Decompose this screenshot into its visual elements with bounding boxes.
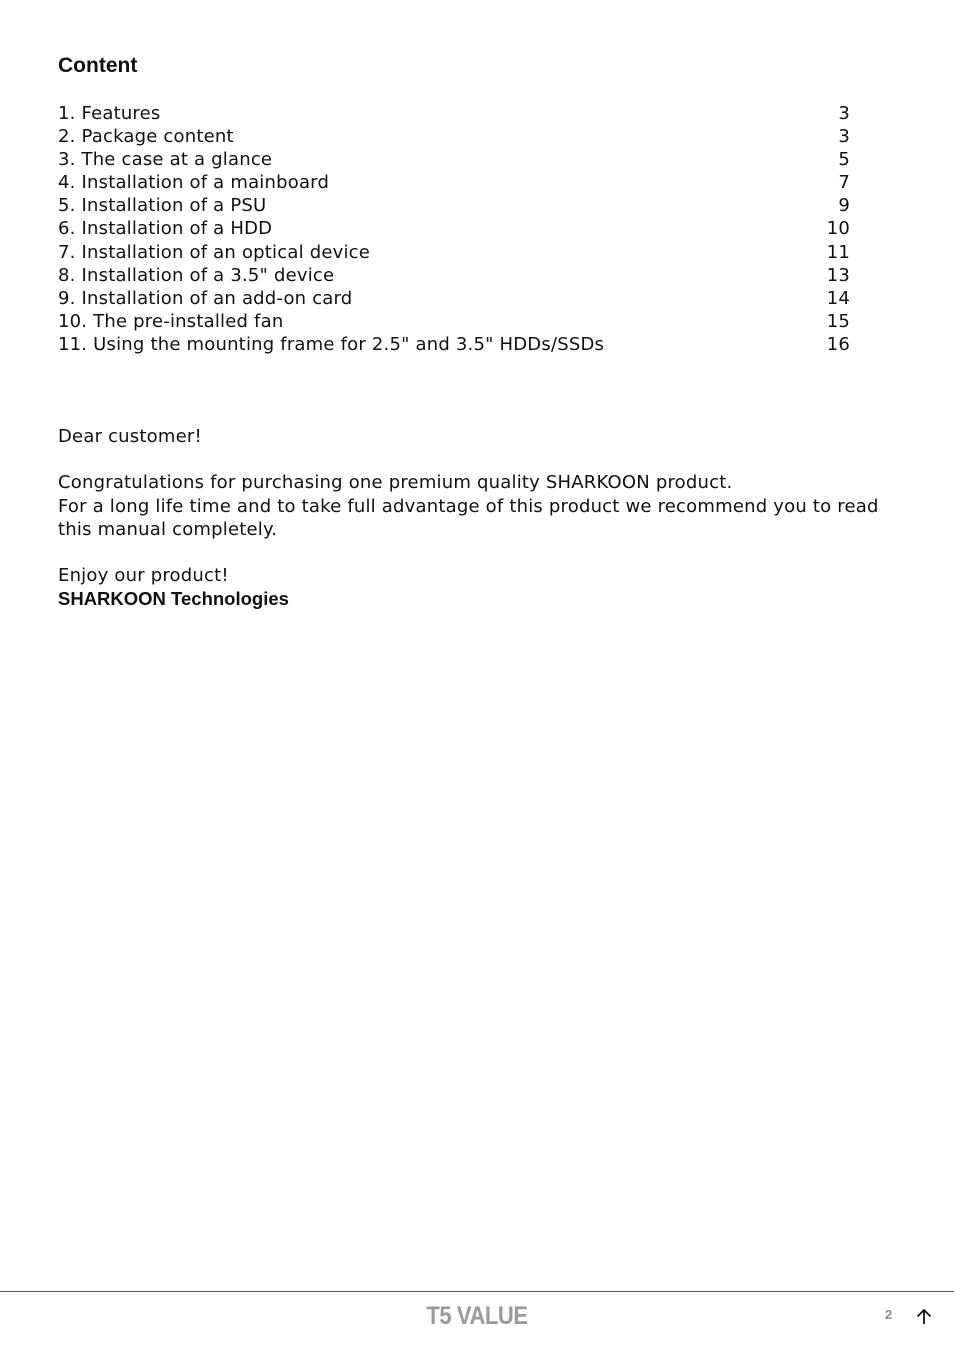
- toc-entry-page: 15: [826, 310, 850, 332]
- footer-page-number: 2: [885, 1307, 893, 1322]
- arrow-up-icon[interactable]: [915, 1308, 933, 1326]
- letter-congratulations: Congratulations for purchasing one premium quality SHARKOON product.: [58, 472, 733, 494]
- toc-entry-label: 7. Installation of an optical device: [58, 241, 371, 263]
- toc-entry-add-on-card[interactable]: [58, 287, 850, 310]
- toc-entry-hdd[interactable]: [58, 217, 850, 240]
- toc-entry-label: 4. Installation of a mainboard: [58, 172, 330, 194]
- toc-entry-label: 2. Package content: [58, 126, 234, 148]
- table-of-contents: [58, 102, 850, 356]
- toc-entry-psu[interactable]: [58, 194, 850, 217]
- toc-entry-package-content[interactable]: [58, 125, 850, 148]
- toc-entry-label: 9. Installation of an add-on card: [58, 287, 353, 309]
- letter-signature: SHARKOON Technologies: [58, 588, 289, 610]
- toc-entry-label: 11. Using the mounting frame for 2.5" and 3.5" HDDs/SSDs: [58, 333, 605, 355]
- spacer: [58, 541, 908, 564]
- toc-entry-pre-installed-fan[interactable]: [58, 310, 850, 333]
- toc-entry-35-device[interactable]: [58, 264, 850, 287]
- toc-entry-optical-device[interactable]: [58, 241, 850, 264]
- toc-entry-label: 5. Installation of a PSU: [58, 195, 267, 217]
- toc-entry-page: 9: [838, 195, 850, 217]
- letter-greeting: Dear customer!: [58, 426, 202, 447]
- toc-entry-page: 3: [838, 126, 850, 148]
- toc-entry-mounting-frame[interactable]: [58, 333, 850, 356]
- toc-entry-page: 7: [838, 172, 850, 194]
- toc-entry-label: 3. The case at a glance: [58, 149, 273, 171]
- toc-entry-label: 8. Installation of a 3.5" device: [58, 264, 335, 286]
- toc-entry-label: 1. Features: [58, 103, 161, 124]
- toc-entry-page: 13: [826, 264, 850, 286]
- letter-recommendation: For a long life time and to take full advantage of this product we recommend you to read this manual completely.: [58, 495, 879, 540]
- toc-entry-case-at-a-glance[interactable]: [58, 148, 850, 171]
- toc-entry-label: 10. The pre-installed fan: [58, 310, 284, 332]
- spacer: [58, 448, 908, 471]
- toc-entry-page: 10: [826, 218, 850, 240]
- toc-entry-mainboard[interactable]: [58, 171, 850, 194]
- toc-entry-page: 16: [826, 333, 850, 355]
- toc-entry-page: 11: [826, 241, 850, 263]
- footer-divider: [0, 1291, 954, 1292]
- toc-entry-page: 5: [838, 149, 850, 171]
- toc-entry-features[interactable]: [58, 102, 850, 125]
- toc-entry-page: 3: [838, 103, 850, 124]
- toc-entry-page: 14: [826, 287, 850, 309]
- toc-entry-label: 6. Installation of a HDD: [58, 218, 273, 240]
- footer-model-name: T5 VALUE: [426, 1302, 528, 1330]
- customer-letter: [58, 425, 908, 611]
- page-title: Content: [58, 54, 138, 77]
- letter-closing: Enjoy our product!: [58, 565, 229, 587]
